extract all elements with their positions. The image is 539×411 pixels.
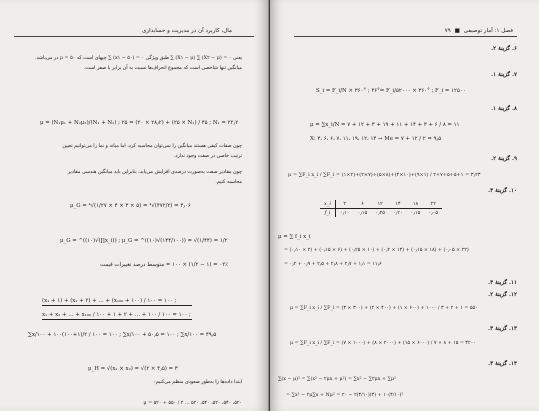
left-page <box>0 0 269 411</box>
formula: μ = ∑ f_i x_i <box>278 234 311 240</box>
table-row-label: x_i <box>320 200 335 209</box>
answer-label: ۱۲. گزینهٔ ۲. <box>488 292 517 298</box>
formula: μ_G = ^((۱۰)√(∏x_i)) ; μ_G = ^((۱۰)√(۱۴۴/۱۰۰)) = √(۱/۴۴) = ۱/۲ <box>60 238 228 244</box>
table-cell: ۰٫۲۵ <box>375 210 385 216</box>
fraction-bar <box>42 319 192 320</box>
table-cell: ۶ <box>354 200 372 209</box>
answer-label: ۹. گزینهٔ ۲. <box>491 156 517 162</box>
formula: μ = ∑F_i x_i / ∑F_i = (۳ × ۳۰۰) + (۲ × ۴۰۰) + (۱ × ۶۰۰) + ۱۰۰۰ / ۳ + ۲ + ۱ = ۵۵۰ <box>290 306 478 311</box>
answer-label: ۸. گزینهٔ ۱. <box>491 106 517 112</box>
table-row <box>320 200 442 209</box>
text-line: ۵۲۰، ۵۴۰، ۵۲۰، ۵۴۰، ۵۲۰ ... μ = ۵۲۰ + ۵۵۰ / ۲ <box>143 401 242 406</box>
answer-label: ۱۱. گزینهٔ ۳. <box>488 280 517 286</box>
table-cell: ۰٫۰۵ <box>428 210 439 216</box>
table-cell: ۲۲ <box>424 200 442 209</box>
table-cell: ۱۸ <box>407 200 425 209</box>
page-number: ۷۹ <box>444 28 451 34</box>
fraction-bar <box>42 305 192 306</box>
formula: = ۰٫۲ + ۰٫۹ + ۲٫۵ + ۲٫۸ + ۲٫۷ + ۱٫۱ = ۱۱٫۶ <box>284 262 382 267</box>
answer-label: ۱۰. گزینهٔ ۳. <box>488 188 517 194</box>
formula: = ∑x² − ۲μ∑x + Nμ² = ۲۰ − ۲(۴/۱۰)(۴) + ۱۰(۴/۱۰)² <box>286 393 404 398</box>
answer-label: ۶. گزینهٔ ۲. <box>491 46 517 52</box>
table-row <box>320 209 442 218</box>
left-page-header: مال، کاربرد آن در مدیریت و حسابداری <box>142 28 232 34</box>
text-line: محاسبه کنیم. <box>215 180 242 185</box>
formula: ∑x/۱۰۰ + ۱۰۰(۱۰۰+۱)/۲ / ۱۰۰ = ۱۰۰ ; ∑x/۱۰۰ + ۵۰٫۵ = ۱۰۰ ; ∑x/۱۰۰ = ۴۹٫۵ <box>28 332 217 338</box>
formula: ∑(x − μ)² = ∑(x² − ۲μx + μ²) = ∑x² − ∑۲μx + ∑μ² <box>278 377 396 382</box>
text-line: ۰۲٪ = (۱ − ۱/۲) × ۱۰۰ = متوسط درصد تغییرات قیمت <box>100 262 228 268</box>
chapter-title: فصل ۱: آمار توصیفی <box>463 28 513 34</box>
right-page <box>270 0 539 411</box>
table-cell: ۰٫۱۵ <box>357 210 368 216</box>
header-rule <box>294 36 517 37</box>
formula: (x₁ + ۱) + (x₂ + ۲) + … + (x₁₀₀ + ۱۰۰) / ۱۰۰ = ۱۰۰ ; <box>42 298 177 304</box>
table-cell: ۰٫۲۰ <box>392 210 403 216</box>
text-line: ابتدا داده‌ها را به‌طور صعودی منظم می‌کنیم: <box>154 380 242 385</box>
text-line: چون مقادیر صفت به‌صورت درصدی افزایش می‌یابد، بنابراین باید میانگین هندسی مقادیر <box>67 170 242 175</box>
formula: = (۰٫۱۰ × ۲) + (۰٫۱۵ × ۶) + (۰٫۲۵ × ۱۰) + (۰٫۲ × ۱۴) + (۰٫۱۵ × ۱۸) + (۰٫۰۵ × ۲۲) <box>284 248 469 253</box>
formula: μ_G = ⁴√(۱/۲۷ × ۴ × ۳ × ۵) = ⁴√(۴۷۲/۲) = ۴٫۰۶ <box>70 203 191 209</box>
formula: X: ۳، ۶، ۶، ۷، ۱۱، ۱۹، ۱۲، ۱۴ → Me = ۷ + ۱۲ / ۲ = ۹٫۵ <box>310 136 442 142</box>
formula: μ_H = √(x₁ × x₂) = √(۲ × ۴٫۵) = ۳ <box>88 366 178 372</box>
header-rule <box>14 36 254 37</box>
table-cell: ۰٫۱۰ <box>339 210 350 216</box>
text-line: یعنی ۰ = (X۲ − μ) ∑ (X۱ − μ) ∑ طبق ویژگی ۰ = (x۱ − ۵۰) ∑ چپهای است که ۵۰ = μ در می‌باشد. <box>34 56 242 61</box>
answer-label: ۷. گزینهٔ ۱. <box>491 72 517 78</box>
table-cell: ۰٫۱۵ <box>410 210 421 216</box>
answer-label: ۱۳. گزینهٔ ۳. <box>488 326 517 332</box>
frequency-table <box>320 200 442 217</box>
table-cell: ۲ <box>335 200 353 209</box>
formula: μ = ∑x_i/N = ۷ + ۱۲ + ۳ + ۱۹ + ۱۱ + ۱۴ + ۳ + ۶ / ۸ = ۱۱ <box>310 122 460 128</box>
text-line: چون صفات کیفی هستند میانگین را نمی‌توان محاسبه کرد، اما میانه و نما را می‌توانیم تعیین <box>62 144 242 149</box>
formula: x₁ + x₂ + … + x₁₀₀ / ۱۰۰ + ۱ + ۲ + … + ۱۰۰ / ۱۰۰ = ۱۰۰ ; <box>42 312 191 318</box>
formula: μ = (N₁μ₁ + N₂μ₂)/(N₁ + N₂) ; ۲۵ = (۲۰ × ۲۸٫۲) + (۲۵ × N₁) / ۴۵ ; N₁ = ۲۲٫۲ <box>40 120 239 126</box>
text-line: میانگین تنها شاخصی است که مجموع انحراف‌ها نسبت به آن برابر با صفر است. <box>83 66 242 71</box>
table-row-label: f_i <box>320 209 335 218</box>
bullet-icon: ■ <box>454 28 460 34</box>
right-page-header <box>445 28 513 34</box>
table-cell: ۱۴ <box>389 200 407 209</box>
answer-label: ۱۴. گزینهٔ ۳. <box>488 361 517 367</box>
formula: μ = ∑F_i x_i / ∑F_i = (۷ × ۱۰۰۰) + (۸ × ۲۰۰۰) + (۱۵ × ۶۰۰۰) / ۷ + ۸ + ۱۵ = ۴۲۰۰ <box>290 341 476 346</box>
table-cell: ۱۲ <box>371 200 389 209</box>
text-line: ترتیب خاصی در صفت وجود ندارد. <box>173 154 242 159</box>
formula: S_i = F_i/N × ۳۶۰° ; ۳۶°= F_i/۵۲۰۰۰ × ۳۶۰° ; F_i = ۱۲۵۰۰ <box>316 88 466 94</box>
formula: μ = ∑F_i x_i / ∑F_i = (۱×۲)+(۲×۷)+(۵×۸)+(۴×۱۰)+(۹×۱) / ۲+۷+۵+۵+۱ = ۳٫۲۳ <box>288 172 481 178</box>
